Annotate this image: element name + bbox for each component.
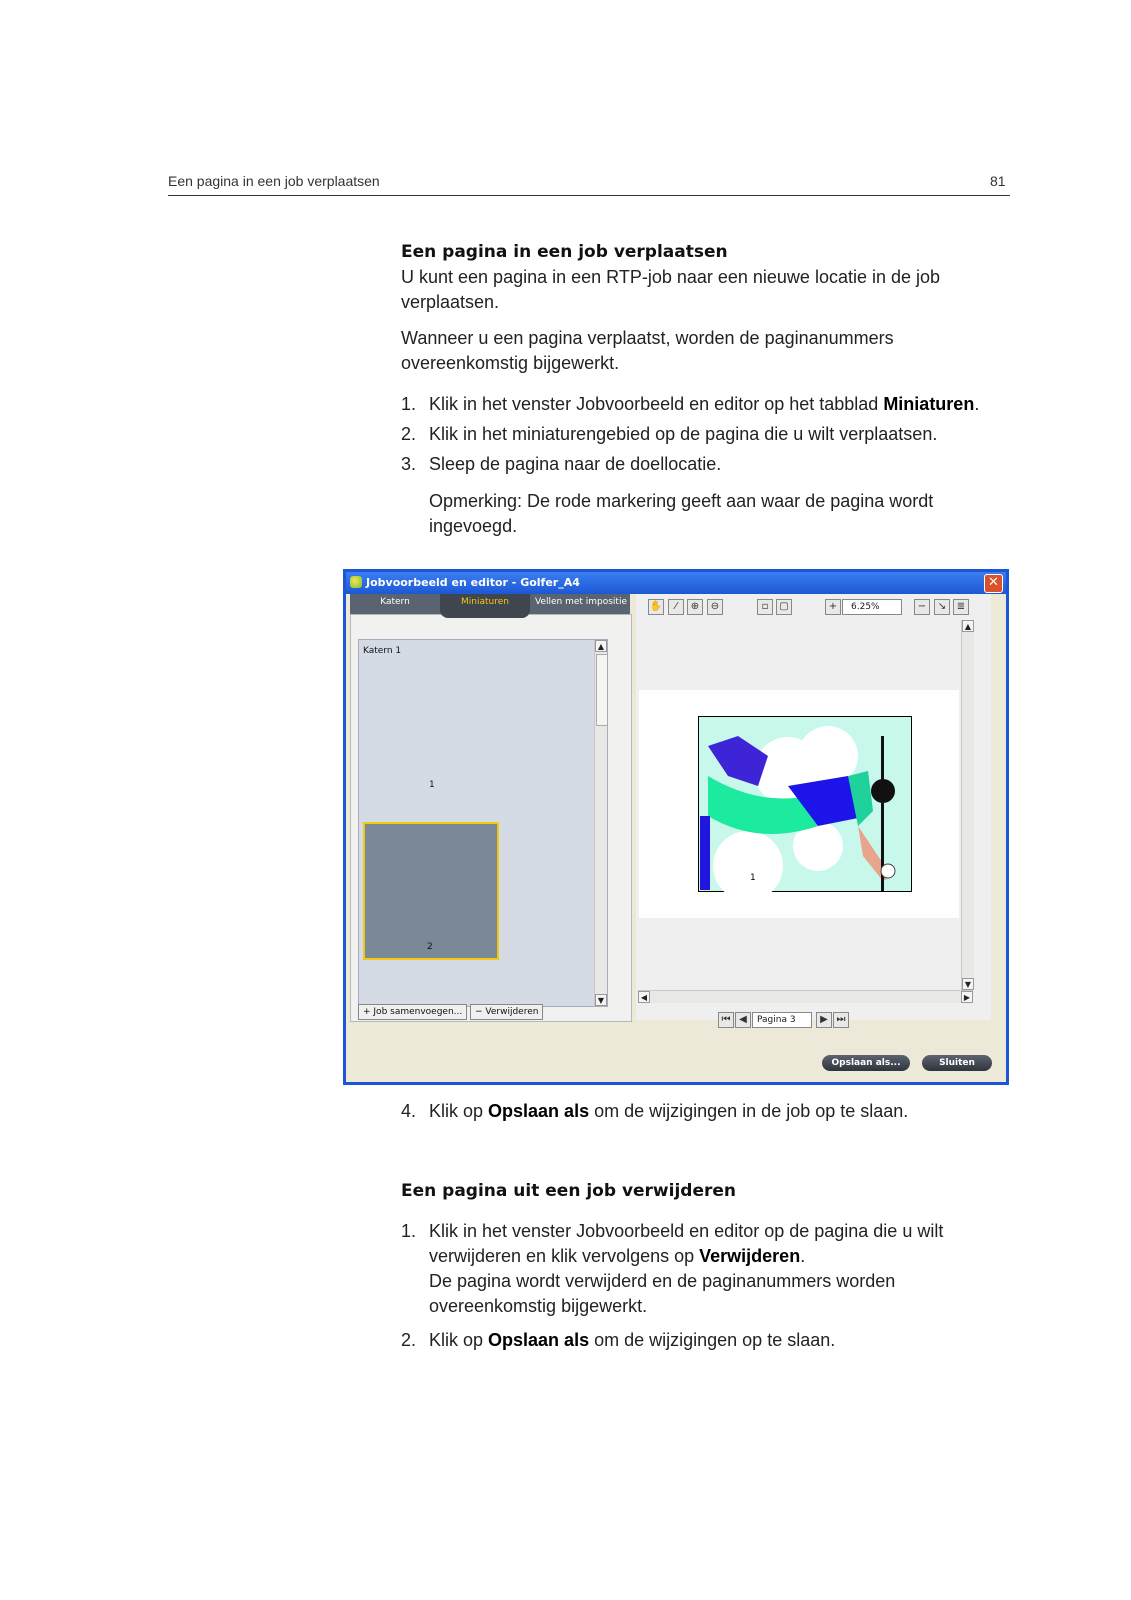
step-number: 1. — [401, 394, 417, 414]
verwijderen-button[interactable]: − Verwijderen — [470, 1004, 543, 1020]
scroll-down-icon[interactable]: ▼ — [962, 978, 974, 990]
page-selector[interactable]: Pagina 3 — [752, 1012, 812, 1028]
window-titlebar — [346, 572, 1006, 594]
opslaan-als-button[interactable]: Opslaan als... — [822, 1055, 910, 1071]
step-text: Klik in het venster Jobvoorbeeld en editor op het tabblad — [429, 394, 884, 414]
page-number: 81 — [990, 173, 1006, 189]
header-rule — [168, 195, 1010, 196]
step-text: Klik in het miniaturengebied op de pagina die u wilt verplaatsen. — [429, 424, 938, 444]
zoom-step-down-icon[interactable]: − — [914, 599, 930, 615]
step-result: De pagina wordt verwijderd en de paginanummers worden overeenkomstig bijgewerkt. — [429, 1271, 896, 1316]
zoom-field[interactable]: 6.25% — [842, 599, 902, 615]
scroll-left-icon[interactable]: ◀ — [638, 991, 650, 1003]
scroll-up-icon[interactable]: ▲ — [962, 620, 974, 632]
eyedropper-icon[interactable]: ⁄ — [668, 599, 684, 615]
fit-page-icon[interactable]: ▫ — [757, 599, 773, 615]
scroll-right-icon[interactable]: ▶ — [961, 991, 973, 1003]
update-paragraph: Wanneer u een pagina verplaatst, worden de paginanummers overeenkomstig bijgewerkt. — [401, 328, 894, 373]
step-text-rest: om de wijzigingen op te slaan. — [589, 1330, 836, 1350]
step-text: Klik in het venster Jobvoorbeeld en editor op de pagina die u wilt verwijderen en klik vervolgens op — [429, 1221, 944, 1266]
app-icon — [350, 576, 362, 588]
step-bold-term: Miniaturen — [883, 394, 975, 414]
step-text: Klik op — [429, 1330, 489, 1350]
note: Opmerking: De rode markering geeft aan waar de pagina wordt ingevoegd. — [429, 491, 934, 536]
actual-size-icon[interactable]: ▢ — [776, 599, 792, 615]
section-heading-move: Een pagina in een job verplaatsen — [401, 242, 728, 262]
step-punct: . — [974, 394, 980, 414]
zoom-in-icon[interactable]: ⊕ — [687, 599, 703, 615]
step-bold-term: Opslaan als — [488, 1330, 590, 1350]
scroll-thumb[interactable] — [596, 654, 608, 726]
preview-scrollbar-vertical[interactable] — [961, 620, 974, 990]
page-label-2: 2 — [427, 942, 433, 952]
window-title: Jobvoorbeeld en editor - Golfer_A4 — [366, 576, 580, 589]
hand-icon[interactable]: ✋ — [648, 599, 664, 615]
tab-katern[interactable]: Katern — [380, 597, 410, 607]
step-number: 2. — [401, 1330, 417, 1350]
step-bold-term: Verwijderen — [699, 1246, 801, 1266]
rotate-icon[interactable]: ↘ — [934, 599, 950, 615]
step-number: 4. — [401, 1101, 417, 1121]
scroll-up-icon[interactable]: ▲ — [595, 640, 607, 652]
editor-window-screenshot — [343, 569, 1009, 1085]
step-text-rest: om de wijzigingen in de job op te slaan. — [589, 1101, 909, 1121]
golfer-preview-image — [698, 716, 912, 892]
zoom-out-icon[interactable]: ⊖ — [707, 599, 723, 615]
step-text: Klik op — [429, 1101, 489, 1121]
intro-paragraph: U kunt een pagina in een RTP-job naar een nieuwe locatie in de job verplaatsen. — [401, 267, 941, 312]
step-bold-term: Opslaan als — [488, 1101, 590, 1121]
page-label-1: 1 — [429, 780, 435, 790]
step-number: 2. — [401, 424, 417, 444]
step-text: Sleep de pagina naar de doellocatie. — [429, 454, 722, 474]
previous-page-icon[interactable]: ◀ — [735, 1012, 751, 1028]
close-icon[interactable]: ✕ — [984, 574, 1003, 593]
section-heading-delete: Een pagina uit een job verwijderen — [401, 1181, 737, 1201]
last-page-icon[interactable]: ⏭ — [833, 1012, 849, 1028]
job-samenvoegen-button[interactable]: + Job samenvoegen... — [358, 1004, 467, 1020]
tab-strip — [350, 594, 630, 614]
sluiten-button[interactable]: Sluiten — [922, 1055, 992, 1071]
preview-scrollbar-horizontal[interactable] — [638, 990, 973, 1003]
thumbnail-scrollbar[interactable] — [594, 640, 607, 1006]
step-punct: . — [800, 1246, 806, 1266]
page-thumbnail-selected[interactable] — [363, 822, 499, 960]
preview-page-label: 1 — [750, 873, 756, 883]
step-number: 3. — [401, 454, 417, 474]
print-icon[interactable]: ≣ — [953, 599, 969, 615]
scroll-down-icon[interactable]: ▼ — [595, 994, 607, 1006]
tab-miniaturen[interactable]: Miniaturen — [440, 594, 530, 618]
zoom-step-up-icon[interactable]: + — [825, 599, 841, 615]
katern-label: Katern 1 — [363, 646, 402, 656]
tab-vellen-met-impositie[interactable]: Vellen met impositie — [534, 597, 628, 607]
first-page-icon[interactable]: ⏮ — [718, 1012, 734, 1028]
step-number: 1. — [401, 1221, 417, 1241]
next-page-icon[interactable]: ▶ — [816, 1012, 832, 1028]
running-title: Een pagina in een job verplaatsen — [168, 173, 380, 189]
thumbnail-area[interactable] — [358, 639, 608, 1007]
